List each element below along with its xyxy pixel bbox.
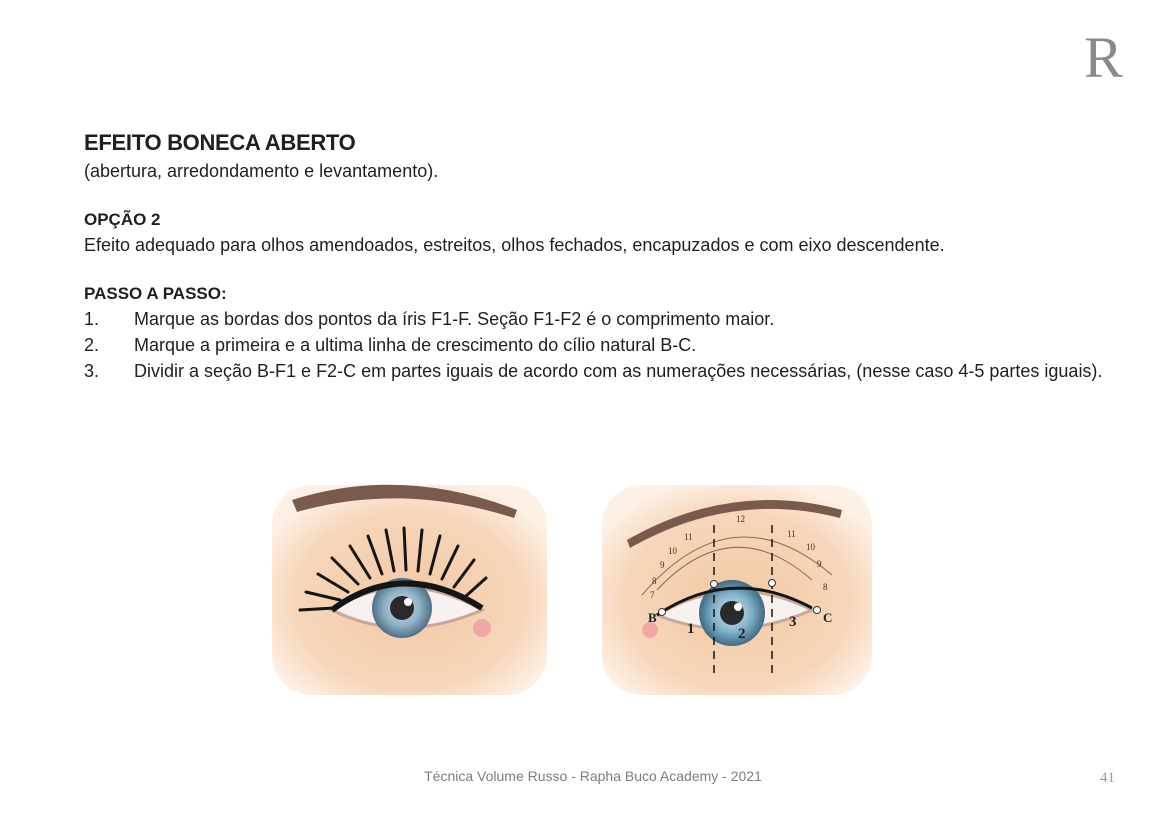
zone-number: 11 — [684, 532, 693, 542]
section-label: 1 — [687, 621, 695, 637]
step-item — [84, 332, 1114, 358]
zone-number: 7 — [650, 590, 655, 600]
main-content — [84, 128, 1114, 384]
zone-number: 8 — [652, 576, 657, 586]
option-heading: OPÇÃO 2 — [84, 210, 161, 229]
point-label-b: B — [648, 610, 657, 625]
zone-number: 10 — [668, 546, 677, 556]
page-title: EFEITO BONECA ABERTO — [84, 130, 356, 155]
page-number: 41 — [1100, 770, 1115, 786]
step-text: Marque a primeira e a ultima linha de crescimento do cílio natural B-C. — [134, 335, 697, 355]
section-label: 2 — [738, 626, 746, 642]
footer-text: Técnica Volume Russo - Rapha Buco Academy - 2021 — [424, 768, 762, 784]
step-number: 2. — [84, 335, 100, 355]
zone-number: 9 — [817, 559, 822, 569]
right-eye-diagram — [602, 485, 872, 695]
zone-number: 12 — [736, 514, 745, 524]
steps-heading: PASSO A PASSO: — [84, 284, 227, 303]
step-item — [84, 358, 1114, 384]
section-label: 3 — [789, 614, 797, 630]
brand-logo: R — [1084, 25, 1123, 90]
option-description: Efeito adequado para olhos amendoados, estreitos, olhos fechados, encapuzados e com eixo descendente. — [84, 235, 945, 255]
zone-number: 8 — [823, 582, 828, 592]
eye-illustration — [272, 470, 872, 700]
step-text: Dividir a seção B-F1 e F2-C em partes iguais de acordo com as numerações necessárias, (nesse caso 4-5 partes iguais). — [134, 361, 1103, 381]
left-eye-drawing — [272, 485, 547, 695]
step-text: Marque as bordas dos pontos da íris F1-F. Seção F1-F2 é o comprimento maior. — [134, 309, 775, 329]
point-label-c: C — [823, 610, 833, 625]
step-number: 3. — [84, 361, 100, 381]
step-number: 1. — [84, 309, 100, 329]
zone-number: 11 — [787, 529, 796, 539]
zone-number: 9 — [660, 560, 665, 570]
zone-number: 10 — [806, 542, 815, 552]
page-footer — [0, 768, 1166, 784]
steps-list — [84, 306, 1114, 384]
page-subtitle: (abertura, arredondamento e levantamento). — [84, 161, 439, 181]
step-item — [84, 306, 1114, 332]
